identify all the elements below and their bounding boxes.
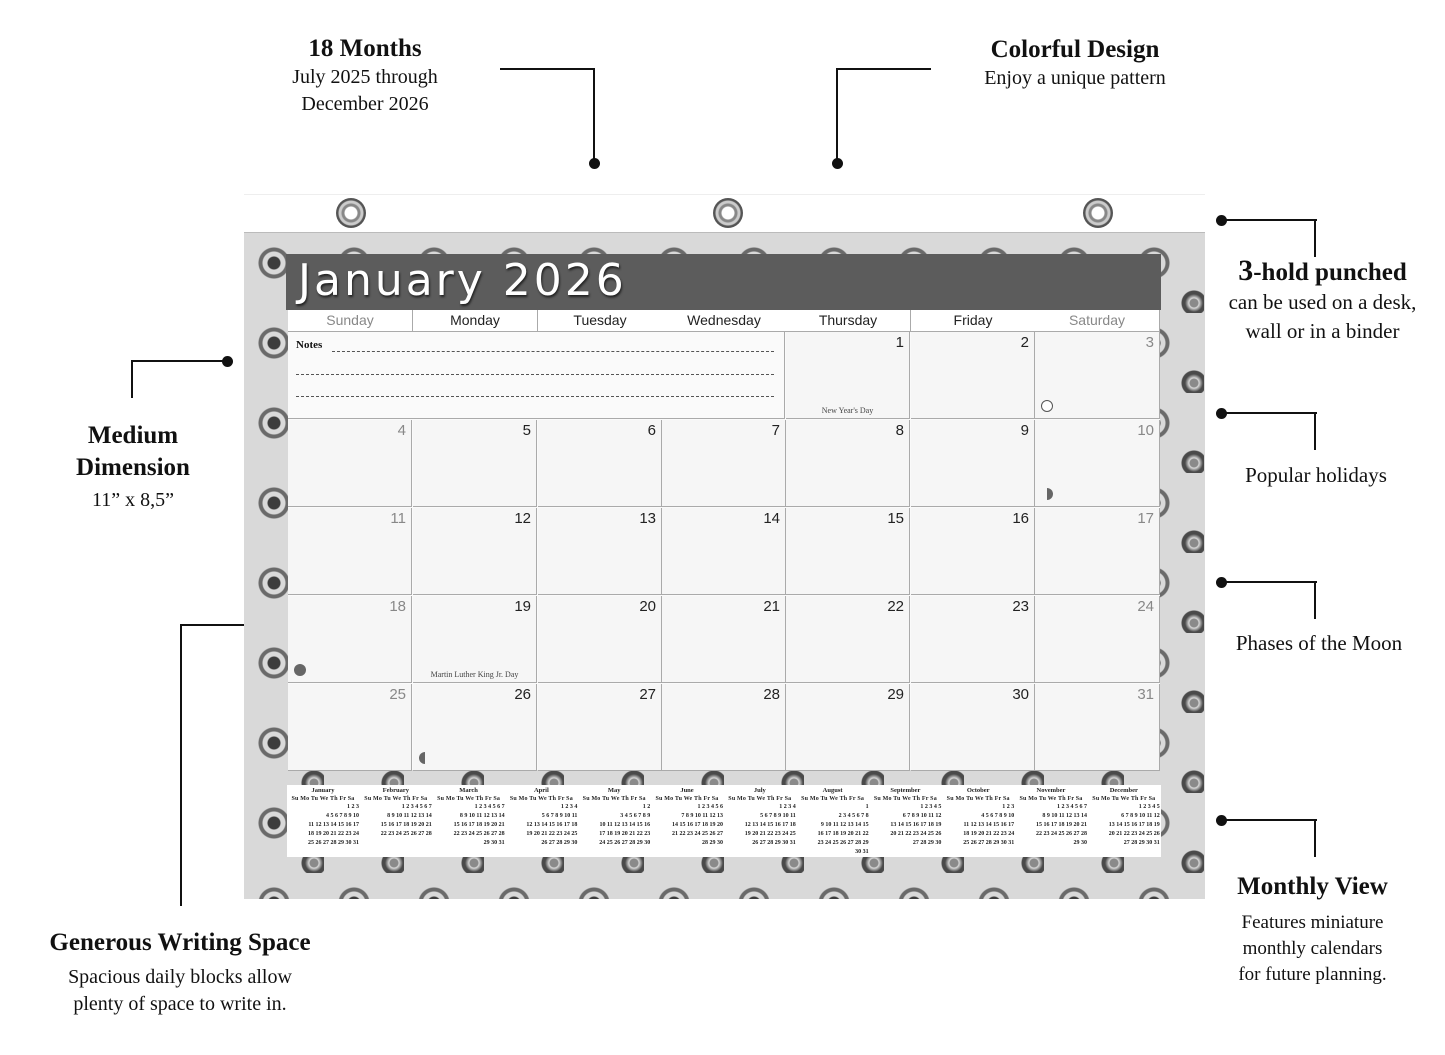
day-cell[interactable] [1035, 508, 1160, 595]
callout-writing-space [20, 928, 340, 1018]
day-number: 17 [1137, 510, 1154, 527]
callout-subtitle: Enjoy a unique pattern [984, 67, 1166, 89]
leader-line [1314, 412, 1316, 450]
mini-month-calendar [724, 785, 796, 848]
leader-line [1220, 581, 1317, 583]
day-cell[interactable] [538, 508, 662, 595]
mini-month-name: June [680, 787, 694, 794]
notes-line [296, 396, 774, 397]
day-cell[interactable] [1035, 684, 1160, 771]
leader-line [836, 68, 838, 162]
day-number: 2 [1020, 334, 1029, 351]
mini-week-row: 2 3 4 5 6 7 8 [838, 813, 869, 819]
day-cell[interactable] [786, 596, 910, 683]
mini-month-name: March [459, 787, 478, 794]
day-number: 18 [389, 598, 406, 615]
mini-week-row: 27 28 29 30 31 [1123, 840, 1160, 846]
leader-line [500, 68, 595, 70]
day-cell[interactable] [413, 508, 537, 595]
mini-week-row: 15 16 17 18 19 20 21 [453, 822, 505, 828]
day-number: 19 [514, 598, 531, 615]
day-cell[interactable] [911, 508, 1035, 595]
day-cell[interactable] [662, 684, 786, 771]
mini-week-row: 19 20 21 22 23 24 25 [526, 831, 578, 837]
mini-month-name: September [890, 787, 921, 794]
mini-week-row: 10 11 12 13 14 15 16 [599, 822, 651, 828]
full-moon-icon [1041, 400, 1053, 412]
day-cell[interactable] [413, 684, 537, 771]
day-cell[interactable] [911, 684, 1035, 771]
day-cell[interactable] [786, 684, 910, 771]
day-number: 24 [1137, 598, 1154, 615]
mini-weekday-header: Su Mo Tu We Th Fr Sa [873, 796, 937, 802]
leader-line [131, 360, 133, 398]
mini-month-name: January [311, 787, 335, 794]
day-number: 16 [1012, 510, 1029, 527]
day-cell[interactable] [288, 420, 412, 507]
mini-week-row: 14 15 16 17 18 19 20 [672, 822, 723, 828]
mini-week-row: 7 8 9 10 11 12 13 [681, 813, 723, 819]
mini-week-row: 20 21 22 23 24 25 26 [890, 831, 942, 837]
mini-week-row: 8 9 10 11 12 13 14 [459, 813, 505, 819]
day-cell[interactable] [413, 420, 537, 507]
leader-line [593, 68, 595, 162]
leader-line [131, 360, 226, 362]
day-number: 29 [887, 686, 904, 703]
leader-dot [589, 158, 600, 169]
holiday-label: New Year's Day [821, 406, 874, 415]
leader-line [180, 624, 182, 906]
callout-subtitle: Popular holidays [1245, 463, 1387, 487]
month-banner [286, 254, 1161, 310]
mini-week-row: 16 17 18 19 20 21 22 [817, 831, 869, 837]
mini-week-row: 1 2 3 4 [774, 804, 796, 810]
day-number: 31 [1137, 686, 1154, 703]
punch-hole-icon [713, 198, 743, 228]
mini-week-row: 1 2 3 [338, 804, 359, 810]
day-cell[interactable] [413, 596, 537, 683]
day-number: 7 [771, 422, 780, 439]
weekday-header: Sunday [288, 310, 413, 332]
callout-title: 3-hold punched [1238, 254, 1407, 287]
mini-month-calendar [433, 785, 505, 848]
mini-week-row: 28 29 30 [702, 840, 723, 846]
mini-month-name: April [533, 787, 549, 794]
first-quarter-moon-icon [419, 752, 431, 764]
mini-month-calendar [578, 785, 650, 848]
day-number: 23 [1012, 598, 1029, 615]
day-cell[interactable] [1035, 596, 1160, 683]
day-number: 22 [887, 598, 904, 615]
day-cell[interactable] [1035, 420, 1160, 507]
mini-week-row: 8 9 10 11 12 13 14 [1042, 813, 1087, 819]
punch-hole-icon [336, 198, 366, 228]
mini-month-calendar [869, 785, 941, 848]
mini-month-name: February [382, 787, 409, 794]
new-moon-icon [294, 664, 306, 676]
mini-weekday-header: Su Mo Tu We Th Fr Sa [1019, 796, 1083, 802]
callout-moon-phases [1205, 630, 1433, 657]
day-cell[interactable] [538, 684, 662, 771]
mini-week-row: 25 26 27 28 29 30 31 [963, 840, 1015, 846]
callout-subtitle: Spacious daily blocks allow plenty of space to write in. [68, 966, 292, 1015]
mini-week-row: 1 2 3 [996, 804, 1015, 810]
day-cell[interactable] [786, 420, 910, 507]
callout-subtitle: Features miniature monthly calendars for future planning. [1238, 912, 1387, 985]
day-number: 28 [763, 686, 780, 703]
leader-line [1314, 219, 1316, 257]
mini-week-row: 11 12 13 14 15 16 17 [308, 822, 359, 828]
leader-line [1220, 412, 1317, 414]
day-number: 14 [763, 510, 780, 527]
day-cell[interactable] [662, 420, 786, 507]
mini-month-name: December [1109, 787, 1138, 794]
mini-week-row: 1 [856, 804, 869, 810]
day-number: 13 [639, 510, 656, 527]
mini-week-row: 4 5 6 7 8 9 10 [981, 813, 1015, 819]
mini-month-name: October [966, 787, 990, 794]
day-number: 6 [647, 422, 656, 439]
day-number: 8 [895, 422, 904, 439]
mini-week-row: 3 4 5 6 7 8 9 [620, 813, 651, 819]
callout-subtitle: Phases of the Moon [1235, 631, 1403, 655]
callout-title: Medium Dimension [76, 422, 190, 481]
mini-week-row: 15 16 17 18 19 20 21 [380, 822, 432, 828]
mini-week-row: 26 27 28 29 30 31 [752, 840, 796, 846]
day-number: 12 [514, 510, 531, 527]
mini-week-row: 18 19 20 21 22 23 24 [963, 831, 1015, 837]
callout-subtitle: 11” x 8,5” [91, 489, 174, 511]
mini-weekday-header: Su Mo Tu We Th Fr Sa [509, 796, 573, 802]
mini-week-row: 1 2 3 4 5 6 7 [1057, 804, 1087, 810]
mini-week-row: 30 31 [855, 849, 869, 855]
mini-weekday-header: Su Mo Tu We Th Fr Sa [437, 796, 501, 802]
mini-week-row: 1 2 3 4 5 6 [697, 804, 723, 810]
day-number: 15 [887, 510, 904, 527]
mini-month-name: November [1036, 787, 1066, 794]
day-number: 9 [1020, 422, 1029, 439]
mini-week-row: 5 6 7 8 9 10 11 [760, 813, 796, 819]
leader-line [836, 68, 931, 70]
mini-week-row: 1 2 3 4 5 6 7 [401, 804, 432, 810]
mini-week-row: 21 22 23 24 25 26 27 [672, 831, 723, 837]
weekday-header: Saturday [1035, 310, 1160, 332]
mini-week-row: 22 23 24 25 26 27 28 [1036, 831, 1087, 837]
day-cell[interactable] [288, 508, 412, 595]
mini-week-row: 22 23 24 25 26 27 28 [453, 831, 505, 837]
notes-line [332, 351, 774, 352]
mini-week-row: 6 7 8 9 10 11 12 [1121, 813, 1160, 819]
mini-week-row: 18 19 20 21 22 23 24 [308, 831, 359, 837]
mini-week-row: 23 24 25 26 27 28 29 [817, 840, 869, 846]
day-number: 1 [895, 334, 904, 351]
weekday-header: Tuesday [538, 310, 663, 332]
mini-week-row: 29 30 31 [483, 840, 505, 846]
mini-week-row: 8 9 10 11 12 13 14 [387, 813, 432, 819]
day-number: 10 [1137, 422, 1154, 439]
mini-week-row: 22 23 24 25 26 27 28 [380, 831, 432, 837]
mini-week-row: 25 26 27 28 29 30 31 [308, 840, 359, 846]
mini-week-row: 1 2 3 4 [556, 804, 578, 810]
day-number: 11 [390, 510, 406, 527]
mini-week-row: 12 13 14 15 16 17 18 [526, 822, 578, 828]
day-number: 3 [1145, 334, 1154, 351]
mini-month-name: August [822, 787, 843, 794]
weekday-header: Monday [413, 310, 538, 332]
mini-week-row: 1 2 3 4 5 [917, 804, 942, 810]
notes-area[interactable] [288, 332, 785, 419]
mini-month-name: May [607, 787, 621, 794]
mini-week-row: 15 16 17 18 19 20 21 [1036, 822, 1087, 828]
leader-line [1220, 219, 1317, 221]
callout-title: 18 Months [308, 35, 422, 62]
callout-title: Generous Writing Space [49, 929, 311, 956]
holiday-label: Martin Luther King Jr. Day [430, 670, 519, 679]
day-number: 20 [639, 598, 656, 615]
weekday-header: Friday [911, 310, 1036, 332]
mini-week-row: 1 2 [635, 804, 651, 810]
callout-18-months [260, 34, 470, 118]
day-number: 25 [389, 686, 406, 703]
callout-title: Monthly View [1237, 873, 1388, 900]
weekday-header: Thursday [786, 310, 911, 332]
mini-month-calendar [1015, 785, 1087, 848]
mini-month-calendar [942, 785, 1014, 848]
day-cell[interactable] [662, 596, 786, 683]
mini-month-calendar [1088, 785, 1160, 848]
notes-label: Notes [296, 339, 323, 351]
day-cell[interactable] [538, 420, 662, 507]
callout-hole-punched [1200, 256, 1445, 346]
day-cell[interactable] [911, 332, 1035, 419]
mini-month-calendar [651, 785, 723, 848]
mini-week-row: 26 27 28 29 30 [541, 840, 578, 846]
leader-line [1314, 819, 1316, 857]
mini-calendars-strip [287, 785, 1161, 857]
mini-weekday-header: Su Mo Tu We Th Fr Sa [1092, 796, 1156, 802]
mini-weekday-header: Su Mo Tu We Th Fr Sa [582, 796, 646, 802]
mini-week-row: 12 13 14 15 16 17 18 [744, 822, 796, 828]
day-cell[interactable] [1035, 332, 1160, 419]
mini-month-calendar [360, 785, 432, 839]
mini-week-row: 27 28 29 30 [912, 840, 942, 846]
day-cell[interactable] [786, 508, 910, 595]
mini-week-row: 6 7 8 9 10 11 12 [902, 813, 942, 819]
mini-week-row: 1 2 3 4 5 [1135, 804, 1160, 810]
weekday-header: Wednesday [662, 310, 787, 332]
mini-weekday-header: Su Mo Tu We Th Fr Sa [655, 796, 719, 802]
callout-monthly-view [1200, 872, 1425, 988]
mini-week-row: 24 25 26 27 28 29 30 [599, 840, 651, 846]
mini-month-calendar [505, 785, 577, 848]
last-quarter-moon-icon [1041, 488, 1053, 500]
mini-month-name: July [753, 787, 766, 794]
mini-weekday-header: Su Mo Tu We Th Fr Sa [291, 796, 355, 802]
mini-week-row: 9 10 11 12 13 14 15 [820, 822, 869, 828]
mini-weekday-header: Su Mo Tu We Th Fr Sa [364, 796, 428, 802]
day-number: 27 [639, 686, 656, 703]
mini-week-row: 1 2 3 4 5 6 7 [474, 804, 505, 810]
callout-colorful-design [950, 35, 1200, 92]
leader-dot [832, 158, 843, 169]
mini-weekday-header: Su Mo Tu We Th Fr Sa [728, 796, 792, 802]
notes-line [296, 374, 774, 375]
leader-line [1220, 819, 1317, 821]
mini-week-row: 11 12 13 14 15 16 17 [963, 822, 1015, 828]
mini-weekday-header: Su Mo Tu We Th Fr Sa [801, 796, 865, 802]
leader-line [1314, 581, 1316, 619]
callout-holidays [1212, 462, 1420, 489]
leader-line [180, 624, 244, 626]
mini-week-row: 20 21 22 23 24 25 26 [1108, 831, 1160, 837]
calendar-grid [288, 310, 1160, 770]
mini-week-row: 5 6 7 8 9 10 11 [541, 813, 578, 819]
day-cell[interactable] [538, 596, 662, 683]
callout-title: Colorful Design [990, 36, 1160, 63]
mini-weekday-header: Su Mo Tu We Th Fr Sa [946, 796, 1010, 802]
mini-week-row: 13 14 15 16 17 18 19 [1108, 822, 1160, 828]
punch-hole-icon [1083, 198, 1113, 228]
month-title: January 2026 [298, 255, 627, 306]
mini-week-row: 13 14 15 16 17 18 19 [890, 822, 942, 828]
day-cell[interactable] [662, 508, 786, 595]
day-number: 21 [763, 598, 780, 615]
mini-month-calendar [797, 785, 869, 857]
callout-medium-dimension [48, 420, 218, 514]
day-cell[interactable] [288, 596, 412, 683]
day-number: 26 [514, 686, 531, 703]
day-cell[interactable] [911, 420, 1035, 507]
day-cell[interactable] [911, 596, 1035, 683]
day-cell[interactable] [288, 684, 412, 771]
mini-week-row: 19 20 21 22 23 24 25 [744, 831, 796, 837]
mini-week-row: 29 30 [1073, 840, 1087, 846]
day-number: 5 [522, 422, 531, 439]
callout-subtitle: can be used on a desk, wall or in a binder [1228, 290, 1417, 343]
callout-subtitle: July 2025 through December 2026 [292, 66, 438, 115]
mini-week-row: 4 5 6 7 8 9 10 [326, 813, 359, 819]
day-cell[interactable] [786, 332, 910, 419]
mini-week-row: 17 18 19 20 21 22 23 [599, 831, 651, 837]
day-number: 4 [397, 422, 406, 439]
day-number: 30 [1012, 686, 1029, 703]
mini-month-calendar [287, 785, 359, 848]
